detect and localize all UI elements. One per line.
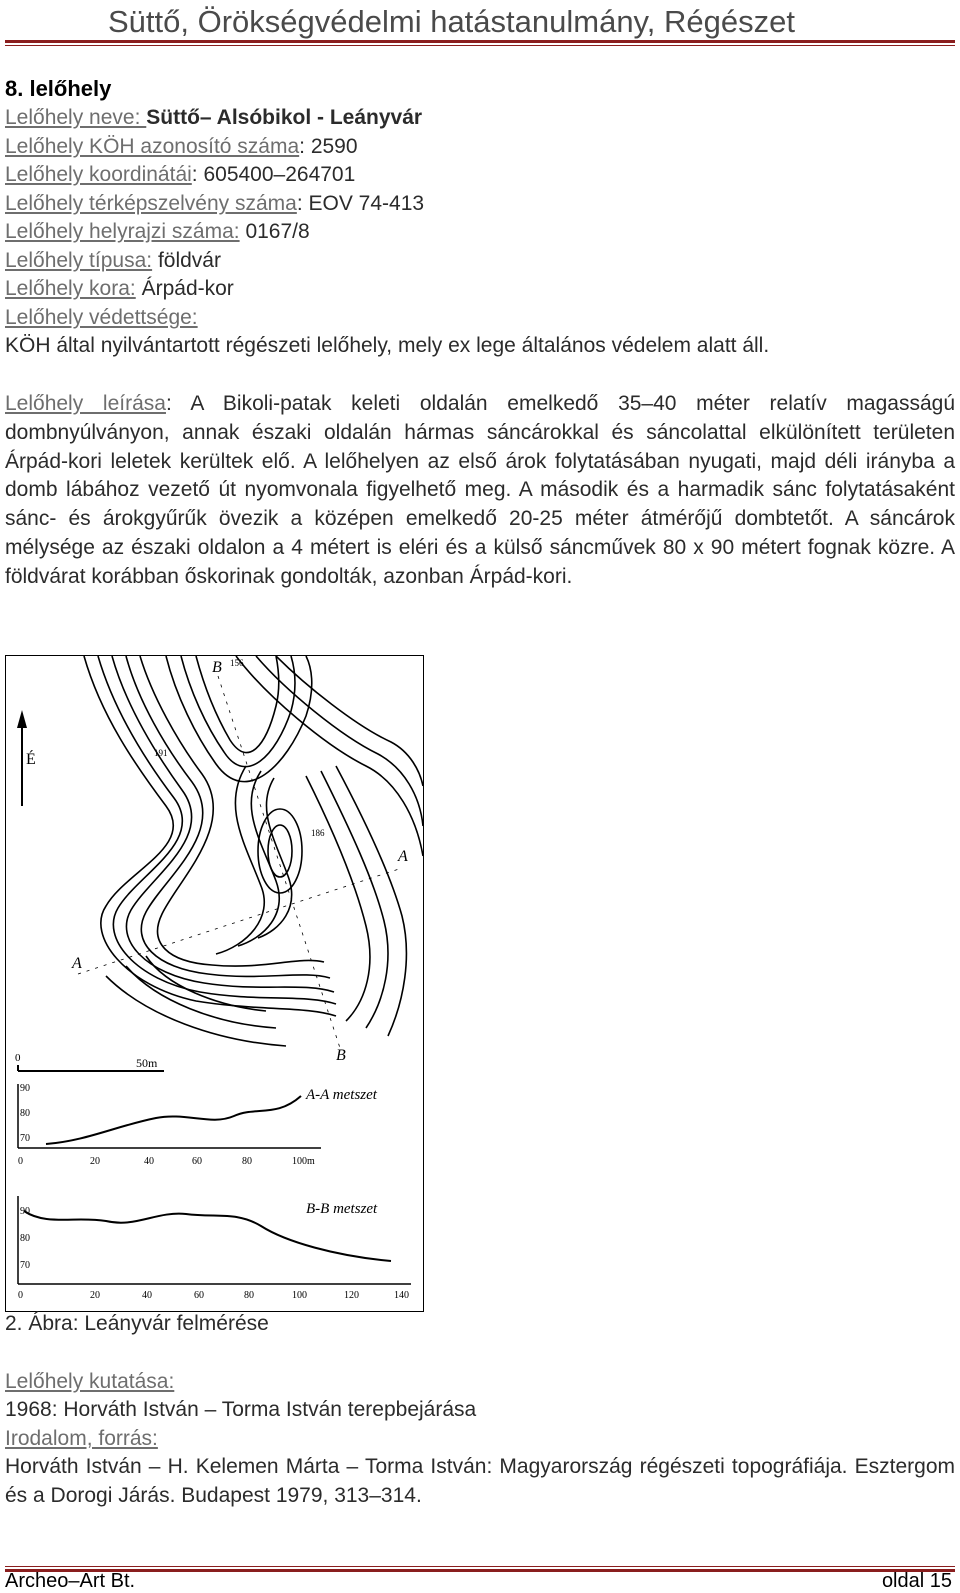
header-rule	[5, 40, 955, 43]
bb-xtick-0: 0	[18, 1290, 23, 1301]
footer-company: Archeo–Art Bt.	[5, 1570, 136, 1592]
scale-zero-label: 0	[15, 1052, 21, 1064]
aa-profile	[18, 1083, 378, 1167]
bb-xtick-140: 140	[394, 1290, 409, 1301]
footer-page-number: oldal 15	[881, 1570, 952, 1592]
footer-rule	[5, 1569, 955, 1572]
description-paragraph	[5, 390, 955, 592]
section-a-right-label: A	[398, 848, 408, 865]
koh-id-label: Lelőhely KÖH azonosító száma	[5, 135, 300, 158]
site-age-label: Lelőhely kora:	[5, 277, 136, 300]
description-text: : A Bikoli-patak keleti oldalán emelkedő 35–40 méter relatív magasságú dombnyúlványon, annak északi oldalán hármas sáncárokkal és sáncolattal elkülönített területen Árpád-kori leletek kerültek elő. A lelőhelyen az első árok folytatásában nyugati, majd déli irányba a domb lábához vezető út nyomvonala figyelhető meg. A második és a harmadik sánc folytatásaként sánc- és árokgyűrűk övezik a középen emelkedő 20-25 méter átmérőjű dombtetőt. A sáncárok mélysége az északi oldalon a 4 métert is eléri és a külső sáncművek 80 x 90 métert fognak közre. A földvárat korábban őskorinak gondolták, azonban Árpád-kori.	[5, 392, 956, 588]
bb-ytick-90: 90	[20, 1206, 30, 1217]
map-sheet-label: Lelőhely térképszelvény száma	[5, 192, 297, 215]
contour-lines	[84, 656, 423, 1046]
site-type-value: földvár	[152, 249, 221, 272]
research-label-row	[5, 1368, 174, 1396]
bb-xtick-120: 120	[344, 1290, 359, 1301]
coordinates-label: Lelőhely koordinátái	[5, 163, 192, 186]
header-title: Süttő, Örökségvédelmi hatástanulmány, Régészet	[108, 4, 795, 39]
bb-xtick-60: 60	[194, 1290, 204, 1301]
contour-191-label: 191	[154, 748, 168, 758]
aa-xtick-20: 20	[90, 1156, 100, 1167]
site-type-label: Lelőhely típusa:	[5, 249, 153, 272]
lot-number-value: 0167/8	[239, 220, 310, 243]
map-sheet-row	[5, 190, 424, 218]
section-a-left-label: A	[72, 955, 82, 972]
contour-186-label: 186	[311, 828, 325, 838]
aa-profile-title: A-A metszet	[306, 1087, 377, 1103]
lot-number-row	[5, 218, 310, 246]
research-label: Lelőhely kutatása:	[5, 1370, 175, 1393]
bb-xtick-100: 100	[292, 1290, 307, 1301]
bb-ytick-70: 70	[20, 1260, 30, 1271]
bb-profile	[18, 1196, 411, 1301]
bb-profile-title: B-B metszet	[306, 1201, 378, 1217]
figure-caption: 2. Ábra: Leányvár felmérése	[5, 1312, 269, 1335]
contour-156-label: 156	[230, 658, 244, 668]
site-name-row	[5, 104, 422, 132]
coordinates-row	[5, 161, 355, 189]
bb-xtick-80: 80	[244, 1290, 254, 1301]
literature-label-row	[5, 1425, 158, 1453]
site-age-value: Árpád-kor	[135, 277, 234, 300]
north-arrow	[17, 710, 36, 806]
header-rule-thin	[5, 45, 955, 46]
protection-value: KÖH által nyilvántartott régészeti lelőhely, mely ex lege általános védelem alatt áll.	[5, 334, 770, 357]
aa-xtick-60: 60	[192, 1156, 202, 1167]
north-label: É	[26, 751, 36, 768]
site-type-row	[5, 247, 221, 275]
koh-id-row	[5, 133, 358, 161]
aa-ytick-80: 80	[20, 1108, 30, 1119]
protection-row	[5, 304, 198, 332]
protection-label: Lelőhely védettsége:	[5, 306, 198, 329]
section-title: 8. lelőhely	[5, 76, 112, 101]
coordinates-value: : 605400–264701	[191, 163, 356, 186]
koh-id-value: : 2590	[299, 135, 358, 158]
aa-xtick-40: 40	[144, 1156, 154, 1167]
bb-ytick-80: 80	[20, 1233, 30, 1244]
aa-xtick-0: 0	[18, 1156, 23, 1167]
aa-ytick-90: 90	[20, 1083, 30, 1094]
page-header	[0, 0, 960, 46]
site-name-label: Lelőhely neve:	[5, 106, 147, 129]
bb-xtick-20: 20	[90, 1290, 100, 1301]
survey-figure	[5, 655, 424, 1312]
map-sheet-value: : EOV 74-413	[296, 192, 425, 215]
section-b-top-label: B	[212, 659, 222, 676]
aa-ytick-70: 70	[20, 1133, 30, 1144]
literature-label: Irodalom, forrás:	[5, 1427, 158, 1450]
footer-rule-thin	[5, 1566, 955, 1567]
literature-value: Horváth István – H. Kelemen Márta – Torma István: Magyarország régészeti topográfiája. Esztergom és a Dorogi Járás. Budapest 1979, 313–314.	[5, 1455, 955, 1507]
survey-drawing	[6, 656, 423, 1311]
research-value: 1968: Horváth István – Torma István terepbejárása	[5, 1398, 477, 1421]
bb-xtick-40: 40	[142, 1290, 152, 1301]
aa-xtick-100: 100m	[292, 1156, 315, 1167]
section-b-bottom-label: B	[336, 1047, 346, 1064]
description-label: Lelőhely leírása	[5, 392, 166, 415]
site-name-value: Süttő– Alsóbikol - Leányvár	[146, 106, 423, 129]
site-age-row	[5, 275, 234, 303]
lot-number-label: Lelőhely helyrajzi száma:	[5, 220, 240, 243]
scale-length-label: 50m	[136, 1056, 158, 1070]
scale-bar	[15, 1052, 164, 1071]
aa-xtick-80: 80	[242, 1156, 252, 1167]
